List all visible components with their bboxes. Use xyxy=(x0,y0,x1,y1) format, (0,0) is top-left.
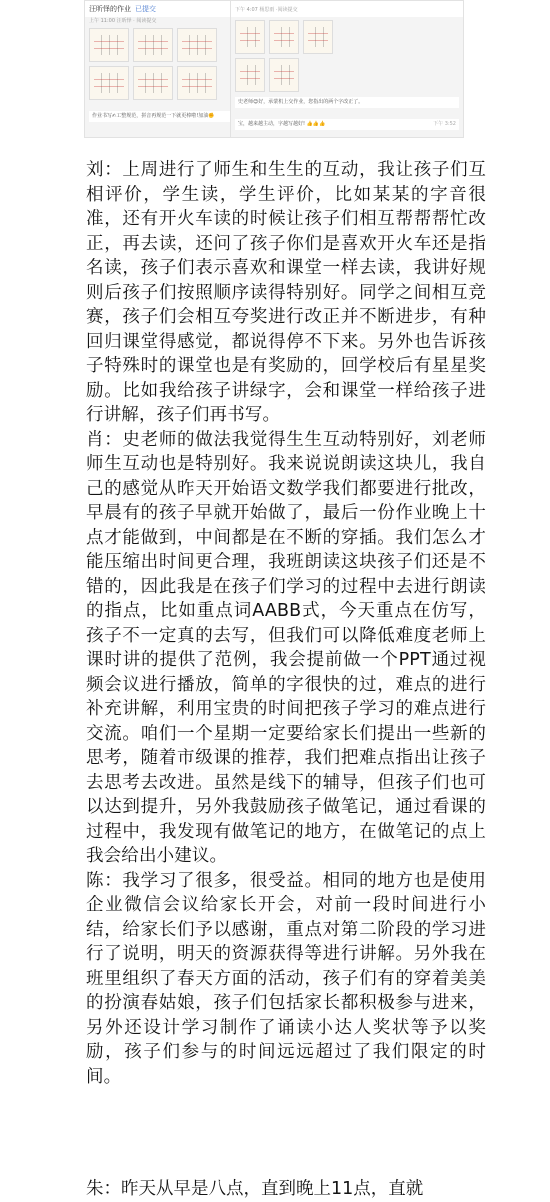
comment-time: 下午 3:52 xyxy=(433,121,456,127)
comment-text: 作业书写✍工整规范，拼音再规范一下就更棒啦!加油✊ xyxy=(92,113,215,119)
homework-photos xyxy=(235,20,459,92)
submitted-tag: 已提交 xyxy=(135,5,156,13)
speaker-paragraph-chen: 陈：我学习了很多，很受益。相同的地方也是使用企业微信会议给家长开会，对前一段时间进行小结，给家长们予以感谢，重点对第二阶段的学习进行了说明，明天的资源获得等进行讲解。另外我在班里组织了春天方面的活动，孩子们有的穿着美美的扮演春姑娘，孩子们包括家长都积极参与进来，另外还设计学习制作了诵读小达人奖状等予以奖励，孩子们参与的时间远远超过了我们限定的时间。 xyxy=(86,870,486,1087)
homework-meta: 下午 4:07 杨思雨 ·阅读提交 xyxy=(235,7,298,13)
homework-photo xyxy=(89,28,129,62)
homework-meta: 上午 11:00 汪昕怿 · 阅读提交 xyxy=(89,18,157,24)
meeting-notes-article xyxy=(86,158,486,1089)
homework-photo xyxy=(177,28,217,62)
homework-photo xyxy=(133,28,173,62)
homework-title-bar xyxy=(231,1,463,17)
homework-photo xyxy=(89,66,129,100)
homework-photo xyxy=(235,20,265,54)
screenshot-strip xyxy=(84,0,464,138)
homework-photo xyxy=(269,58,299,92)
clipped-paragraph-line: 朱：昨天从早是八点，直到晚上11点，直就 xyxy=(86,1179,424,1199)
homework-title: 汪昕怿的作业 xyxy=(89,5,131,13)
homework-photo xyxy=(269,20,299,54)
homework-photo xyxy=(235,58,265,92)
student-message xyxy=(235,97,459,108)
homework-photo xyxy=(177,66,217,100)
message-text: 史老师😊好，承蒙机上交作业，您指出的两个字改正了。 xyxy=(238,99,364,105)
speaker-paragraph-liu: 刘：上周进行了师生和生生的互动，我让孩子们互相评价，学生读，学生评价，比如某某的字音很准，还有开火车读的时候让孩子们相互帮帮帮忙改正，再去读，还问了孩子你们是喜欢开火车还是指名读，孩子们表示喜欢和课堂一样去读，我讲好规则后孩子们按照顺序读得特别好。同学之间相互竞赛，孩子们会相互夸奖进行改正并不断进步，有种回归课堂得感觉，都说得停不下来。另外也告诉孩子特殊时的课堂也是有奖励的，回学校后有星星奖励。比如我给孩子讲绿字，会和课堂一样给孩子进行讲解，孩子们再书写。 xyxy=(86,160,486,425)
homework-photo xyxy=(303,20,333,54)
homework-photo xyxy=(133,66,173,100)
homework-screenshot-right xyxy=(230,0,464,138)
comment-text: 宝，越来越主动，字越写越好! 👍👍👍 xyxy=(238,121,326,127)
speaker-paragraph-xiao: 肖：史老师的做法我觉得生生互动特别好，刘老师师生互动也是特别好。我来说说朗读这块儿，我自己的感觉从昨天开始语文数学我们都要进行批改，早晨有的孩子早就开始做了，最后一份作业晚上十点才能做到，中间都是在不断的穿插。我们怎么才能压缩出时间更合理，我班朗读这块孩子们还是不错的，因此我是在孩子们学习的过程中去进行朗读的指点，比如重点词AABB式，今天重点在仿写，孩子不一定真的去写，但我们可以降低难度老师上课时讲的提供了范例，我会提前做一个PPT通过视频会议进行播放，简单的字很快的过，难点的进行补充讲解，利用宝贵的时间把孩子学习的难点进行交流。咱们一个星期一定要给家长们提出一些新的思考，随着市级课的推荐，我们把难点指出让孩子去思考去改进。虽然是线下的辅导，但孩子们也可以达到提升，另外我鼓励孩子做笔记，通过看课的过程中，我发现有做笔记的地方，在做笔记的点上我会给出小建议。 xyxy=(86,429,486,866)
teacher-comment xyxy=(235,119,459,130)
